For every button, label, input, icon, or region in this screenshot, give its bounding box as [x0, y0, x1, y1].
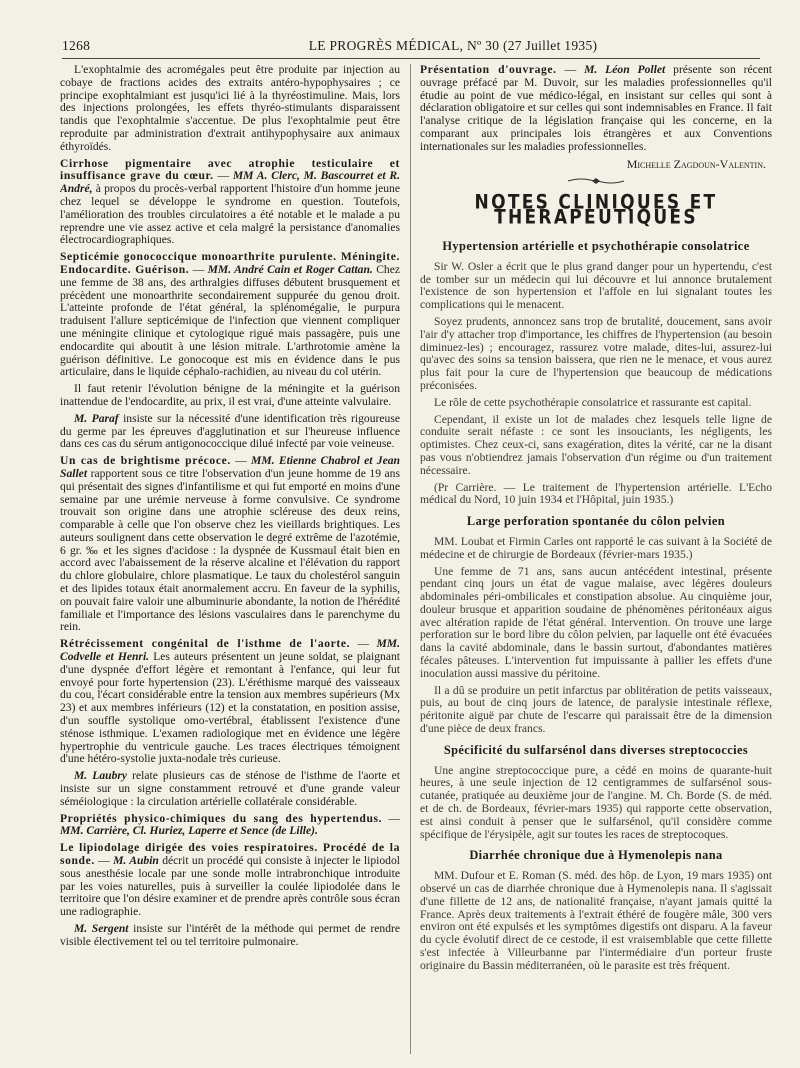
left-paragraph: Propriétés physico-chimiques du sang des hypertendus. — MM. Carrière, Cl. Huriez, Laperre et Sence (de Lille).	[60, 811, 400, 838]
communication-heading: Propriétés physico-chimiques du sang des hypertendus.	[60, 811, 383, 825]
left-paragraph: Le lipiodolage dirigée des voies respiratoires. Procédé de la sonde. — M. Aubin décrit un procédé qui consiste à injecter le lipiodol sous anesthésie locale par une sonde molle intrabronchique introduite par les voies naturelles, puis à surveiller la coulée lipiodolée dans le territoire que l'on désire examiner et de prendre après contrôle sous écran une radiographie.	[60, 841, 400, 919]
left-paragraph: Septicémie gonococcique monoarthrite purulente. Méningite. Endocardite. Guérison. — MM. André Cain et Roger Cattan. Chez une femme de 38 ans, des arthralgies diffuses débutent brusquement et précèdent une monoarthrite secondairement suppurée du genou droit. L'atteinte profonde de l'état général, la splénomégalie, le purpura traduisent l'allure septicémique de l'infection que viennent compliquer une méningite clinique et cytologique rigué mais passagère, puis une endocardite qui aboutit à une lésion mitrale. L'arthrotomie amène la guérison définitive. Le gonocoque est mis en évidence dans le pus articulaire, dans le liquide céphalo-rachidien, au niveau du col utérin.	[60, 250, 400, 379]
paragraph-text: insiste sur l'intérêt de la méthode qui permet de rendre visible électivement tel ou tel territoire pulmonaire.	[60, 922, 400, 948]
paragraph-text: L'exophtalmie des acromégales peut être produite par injection au cobaye de fractions acides des extraits antéro-hypophysaires ; ce principe exophtalmiant est jusqu'ici lié à la thyréostimuline. Mais, lors des injections prolongées, les effets thyréo-stimulants disparaissent tandis que l'exophtalmie s'accentue. De plus l'exophtalmie peut être reproduite par administration d'extrait antihypophysaire aux animaux éthyroïdés.	[60, 64, 400, 153]
paragraph-text: à propos du procès-verbal rapportent l'histoire d'un homme jeune chez lequel se développe le syndrome en question. Toutefois, l'amélioration des troubles circulatoires a été notable et le malade a pu reprendre une vie assez active et cela malgré la persistance d'anomalies électrocardiographiques.	[60, 182, 400, 247]
paragraph-text: relate plusieurs cas de sténose de l'isthme de l'aorte et insiste sur un signe constamment retrouvé et d'une grande valeur séméiologique : la circulation artérielle collatérale considérable.	[60, 769, 400, 808]
paragraph-text: décrit un procédé qui consiste à injecter le lipiodol sous anesthésie locale par une sonde molle intrabronchique introduite par les voies naturelles, puis à surveiller la coulée lipiodolée dans le territoire que l'on désire examiner et de prendre après contrôle sous écran une radiographie.	[60, 854, 400, 919]
author-names: MM. Carrière, Cl. Huriez, Laperre et Sence (de Lille).	[60, 824, 318, 838]
paragraph-text: insiste sur la nécessité d'une identification très rigoureuse du germe par les épreuves d'agglutination et sur l'heureuse influence dans ces cas du sérum antigonococcique dilué infecté par voie veineuse.	[60, 411, 400, 451]
author-names: MM. Codvelle et Henri.	[60, 637, 400, 664]
communication-heading: Rétrécissement congénital de l'isthme de l'aorte.	[60, 637, 351, 651]
articles-list	[420, 240, 772, 973]
left-paragraph	[60, 923, 400, 949]
section-title: NOTES CLINIQUES ET THÉRAPEUTIQUES	[474, 191, 718, 230]
journal-title: LE PROGRÈS MÉDICAL, Nº 30 (27 Juillet 1935)	[308, 38, 598, 53]
communication-heading: Septicémie gonococcique monoarthrite purulente. Méningite. Endocardite. Guérison.	[60, 250, 400, 276]
article-paragraph: Une femme de 71 ans, sans aucun antécédent intestinal, présente pendant cinq jours un état de vague malaise, avec légères douleurs abdominales péri-ombilicales et constipation absolue. Au cinquième jour, douleur brusque et apparition soudaine de phénomènes péritonéaux aigus avec altération rapide de l'état général. Intervention. On trouve une large perforation sur le bord libre du côlon pelvien, par laquelle ont été évacuées dans la cavité abdominale, dans le bassin surtout, d'abondantes matières fécales pâteuses. L'intervention fut impuissante à pallier les effets d'une inoculation aussi massive du péritoine.	[420, 564, 772, 680]
ornament-divider	[420, 176, 772, 188]
paragraph-text: Les auteurs présentent un jeune soldat, se plaignant d'une dyspnée d'effort légère et remontant à l'enfance, qui leur fut envoyé pour forte hypertension (23). L'éréthisme marqué des vaisseaux du cou, l'écart considérable entre la tension aux membres supérieurs (Mx 23) et aux membres inférieurs (12) et la constatation, en position assise, d'un souffle systolique omo-vertébral, établissent l'existence d'une sténose isthmique. L'examen radiologique met en évidence une légère hypertrophie du ventricule gauche. Les traces électriques témoignent d'une hétéro-systolie juxta-nodale très curieuse.	[60, 650, 400, 766]
article-paragraph: MM. Loubat et Firmin Carles ont rapporté le cas suivant à la Société de médecine et de chirurgie de Bordeaux (février-mars 1935.)	[420, 534, 772, 561]
author-names: M. Paraf	[74, 411, 119, 425]
author-names: MM. André Cain et Roger Cattan.	[207, 262, 373, 276]
article-title: Large perforation spontanée du côlon pelvien	[466, 514, 726, 529]
paragraph-text: Il faut retenir l'évolution bénigne de la méningite et la guérison inattendue de l'endocardite, au prix, il est vrai, d'une atteinte valvulaire.	[60, 382, 400, 408]
author-names: M. Aubin	[113, 854, 159, 868]
book-review-paragraph: Présentation d'ouvrage. — M. Léon Pollet présente son récent ouvrage préfacé par M. Duvoir, sur les maladies professionnelles qu'il étudie au point de vue médico-légal, en insistant sur celles qui sont à déclaration obligatoire et sur celles qui sont indemnisables en France. Il fait l'analyse critique de la législation française qui les concerne, en la comparant aux principales lois étrangères et aux Conventions internationales sur les maladies professionnelles.	[420, 64, 772, 153]
communication-heading: Un cas de brightisme précoce.	[60, 454, 231, 468]
author-names: M. Sergent	[74, 922, 129, 935]
left-paragraph	[60, 770, 400, 808]
left-column	[60, 64, 400, 1064]
author-names: MM. Etienne Chabrol et Jean Sallet	[60, 454, 400, 480]
review-heading: Présentation d'ouvrage.	[420, 64, 557, 76]
column-divider	[410, 64, 411, 1054]
article-paragraph: Le rôle de cette psychothérapie consolatrice et rassurante est capital.	[434, 395, 752, 409]
left-paragraph	[60, 383, 400, 409]
author-names: M. Laubry	[74, 769, 128, 783]
article-paragraph: Cependant, il existe un lot de malades chez lesquels telle ligne de conduite serait néfaste : ce sont les insouciants, les négligents, les optimistes. Chez ceux-ci, sans exagération, dites la vérité, car ne la disant pas vous n'obtiendrez jamais l'observation d'un régime ou d'un traitement nécessaire.	[420, 412, 772, 477]
article-paragraph: Sir W. Osler a écrit que le plus grand danger pour un hypertendu, c'est de tomber sur un médecin qui lui découvre et lui annonce brutalement l'existence de son hypertension et l'affole en lui signalant toutes les complications qui le menacent.	[420, 259, 772, 312]
article-title: Diarrhée chronique due à Hymenolepis nana	[469, 848, 723, 863]
page-number: 1268	[62, 38, 91, 53]
communication-heading: Le lipiodolage dirigée des voies respiratoires. Procédé de la sonde.	[60, 841, 400, 868]
ornament-icon	[566, 176, 626, 186]
paragraph-text: Chez une femme de 38 ans, des arthralgies diffuses débutent brusquement et précèdent une monoarthrite secondairement suppurée du genou droit. L'atteinte profonde de l'état général, la splénomégalie, le purpura traduisent l'allure septicémique de l'infection que viennent compliquer une méningite clinique et cytologique rigué mais passagère, puis une endocardite qui aboutit à une lésion mitrale. L'arthrotomie amène la guérison définitive. Le gonocoque est mis en évidence dans le pus articulaire, dans le liquide céphalo-rachidien, au niveau du col utérin.	[60, 262, 400, 379]
right-column	[420, 64, 772, 1064]
article-title: Hypertension artérielle et psychothérapie consolatrice	[442, 238, 750, 253]
running-header	[62, 38, 754, 56]
article-title: Spécificité du sulfarsénol dans diverses streptococcies	[443, 742, 749, 757]
signature: Michelle Zagdoun-Valentin.	[626, 156, 766, 171]
left-paragraph: Rétrécissement congénital de l'isthme de l'aorte. — MM. Codvelle et Henri. Les auteurs présentent un jeune soldat, se plaignant d'une dyspnée d'effort légère et remontant à l'enfance, qui leur fut envoyé pour forte hypertension (23). L'éréthisme marqué des vaisseaux du cou, l'écart considérable entre la tension aux membres supérieurs (Mx 23) et aux membres inférieurs (12) et la constatation, en position assise, d'un souffle systolique omo-vertébral, établissent l'existence d'une sténose isthmique. L'examen radiologique met en évidence une légère hypertrophie du ventricule gauche. Les traces électriques témoignent d'une hétéro-systolie juxta-nodale très curieuse.	[60, 637, 400, 766]
article-paragraph: MM. Dufour et E. Roman (S. méd. des hôp. de Lyon, 19 mars 1935) ont observé un cas de diarrhée chronique due à Hymenolepis nana. Il s'agissait d'une fillette de 12 ans, de nationalité française, n'ayant jamais quitté la France. Après deux traitements à l'extrait éthéré de fougère mâle, 300 vers environ ont été expulsés et les symptômes digestifs ont disparu. A la faveur du cycle évolutif direct de ce cestode, il est vraisemblable que cette fillette s'est infectée à Villeurbanne par l'intermédiaire d'un porteur fruste originaire du Bassin méditerranéen, où le parasite est très fréquent.	[420, 869, 772, 972]
left-paragraph: Un cas de brightisme précoce. — MM. Etienne Chabrol et Jean Sallet rapportent sous ce titre l'observation d'un jeune homme de 19 ans qui présentait des signes d'infantilisme et qui fut emporté en moins d'une semaine par une urémie nerveuse à forme convulsive. Ce syndrome trouvait son origine dans une atrophie scléreuse des deux reins, comparable à celle que l'on observe chez les vieillards brightiques. Les auteurs soulignent dans cette observation le degré extrême de l'azotémie, 6 gr. ‰ et les signes d'acidose : la dyspnée de Kussmaul était bien en accord avec l'abaissement de la réserve alcaline et l'élévation du rapport du chlore globulaire, chlore plasmatique. Le taux du cholestérol sanguin et des lipides totaux était anormalement accru. En faveur de la syphilis, on pouvait faire valoir une albuminurie abondante, la notion de l'hérédité familiale et l'importance des lésions vasculaires dans le parenchyme du rein.	[60, 454, 400, 634]
article-paragraph: Soyez prudents, annoncez sans trop de brutalité, doucement, sans avoir l'air d'y attacher trop d'importance, les chiffres de l'hypertension (au besoin diminuez-les) ; encouragez, rassurez votre malade, dites-lui, assurez-lui qu'avec des soins sa tension baissera, que rien ne le menace, et vous aurez plus fait pour la cure de l'hypertension que beaucoup de médications préconisées.	[420, 314, 772, 392]
article-paragraph: (Pr Carrière. — Le traitement de l'hypertension artérielle. L'Echo médical du Nord, 10 juin 1934 et l'Hôpital, juin 1935.)	[420, 480, 772, 507]
communication-heading: Cirrhose pigmentaire avec atrophie testiculaire et insuffisance grave du cœur.	[60, 156, 400, 183]
author-names: MM A. Clerc, M. Bascourret et R. André,	[60, 169, 400, 196]
left-paragraph	[60, 64, 400, 154]
left-paragraph	[60, 413, 400, 451]
left-paragraph: Cirrhose pigmentaire avec atrophie testiculaire et insuffisance grave du cœur. — MM A. Clerc, M. Bascourret et R. André, à propos du procès-verbal rapportent l'histoire d'un homme jeune chez lequel se développe le syndrome en question. Toutefois, l'amélioration des troubles circulatoires a été notable et le malade a pu reprendre une vie assez active et cela malgré la persistance d'anomalies électrocardiographiques.	[60, 156, 400, 247]
article-paragraph: Il a dû se produire un petit infarctus par oblitération de petits vaisseaux, puis, au bout de cinq jours de latence, de paralysie intestinale réflexe, péritonite aiguë par chute de l'escarre qui paraissait être de la dimension d'une pièce de deux francs.	[420, 683, 772, 736]
article-paragraph: Une angine streptococcique pure, a cédé en moins de quarante-huit heures, à une seule injection de 12 centigrammes de sulfarsénol sous-cutanée, pratiquée au deuxième jour de l'angine. M. Ch. Borde (S. de méd. et de ch. de Bordeaux, février-mars 1935) qui rapporte cette observation, est ainsi conduit à penser que le sulfarsénol, qu'il considère comme spécifique de l'érysipèle, agit sur toutes les races de streptocoques.	[420, 763, 772, 841]
header-rule	[62, 58, 760, 59]
paragraph-text: rapportent sous ce titre l'observation d'un jeune homme de 19 ans qui présentait des signes d'infantilisme et qui fut emporté en moins d'une semaine par une urémie nerveuse à forme convulsive. Ce syndrome trouvait son origine dans une atrophie scléreuse des deux reins, comparable à celle que l'on observe chez les vieillards brightiques. Les auteurs soulignent dans cette observation le degré extrême de l'azotémie, 6 gr. ‰ et les signes d'acidose : la dyspnée de Kussmaul était bien en accord avec l'abaissement de la réserve alcaline et l'élévation du rapport du chlore globulaire, chlore plasmatique. Le taux du cholestérol sanguin et des lipides totaux était anormalement accru. En faveur de la syphilis, on pouvait faire valoir une albuminurie abondante, la notion de l'hérédité familiale et l'importance des lésions vasculaires dans le parenchyme du rein.	[60, 466, 400, 634]
review-text: présente son récent ouvrage préfacé par M. Duvoir, sur les maladies professionnelles qu'il étudie au point de vue médico-légal, en insistant sur celles qui sont à déclaration obligatoire et sur celles qui sont indemnisables en France. Il fait l'analyse critique de la législation française qui les concerne, en la comparant aux principales lois étrangères et aux Conventions internationales sur les maladies professionnelles.	[420, 64, 772, 153]
review-author: M. Léon Pollet	[584, 64, 666, 76]
